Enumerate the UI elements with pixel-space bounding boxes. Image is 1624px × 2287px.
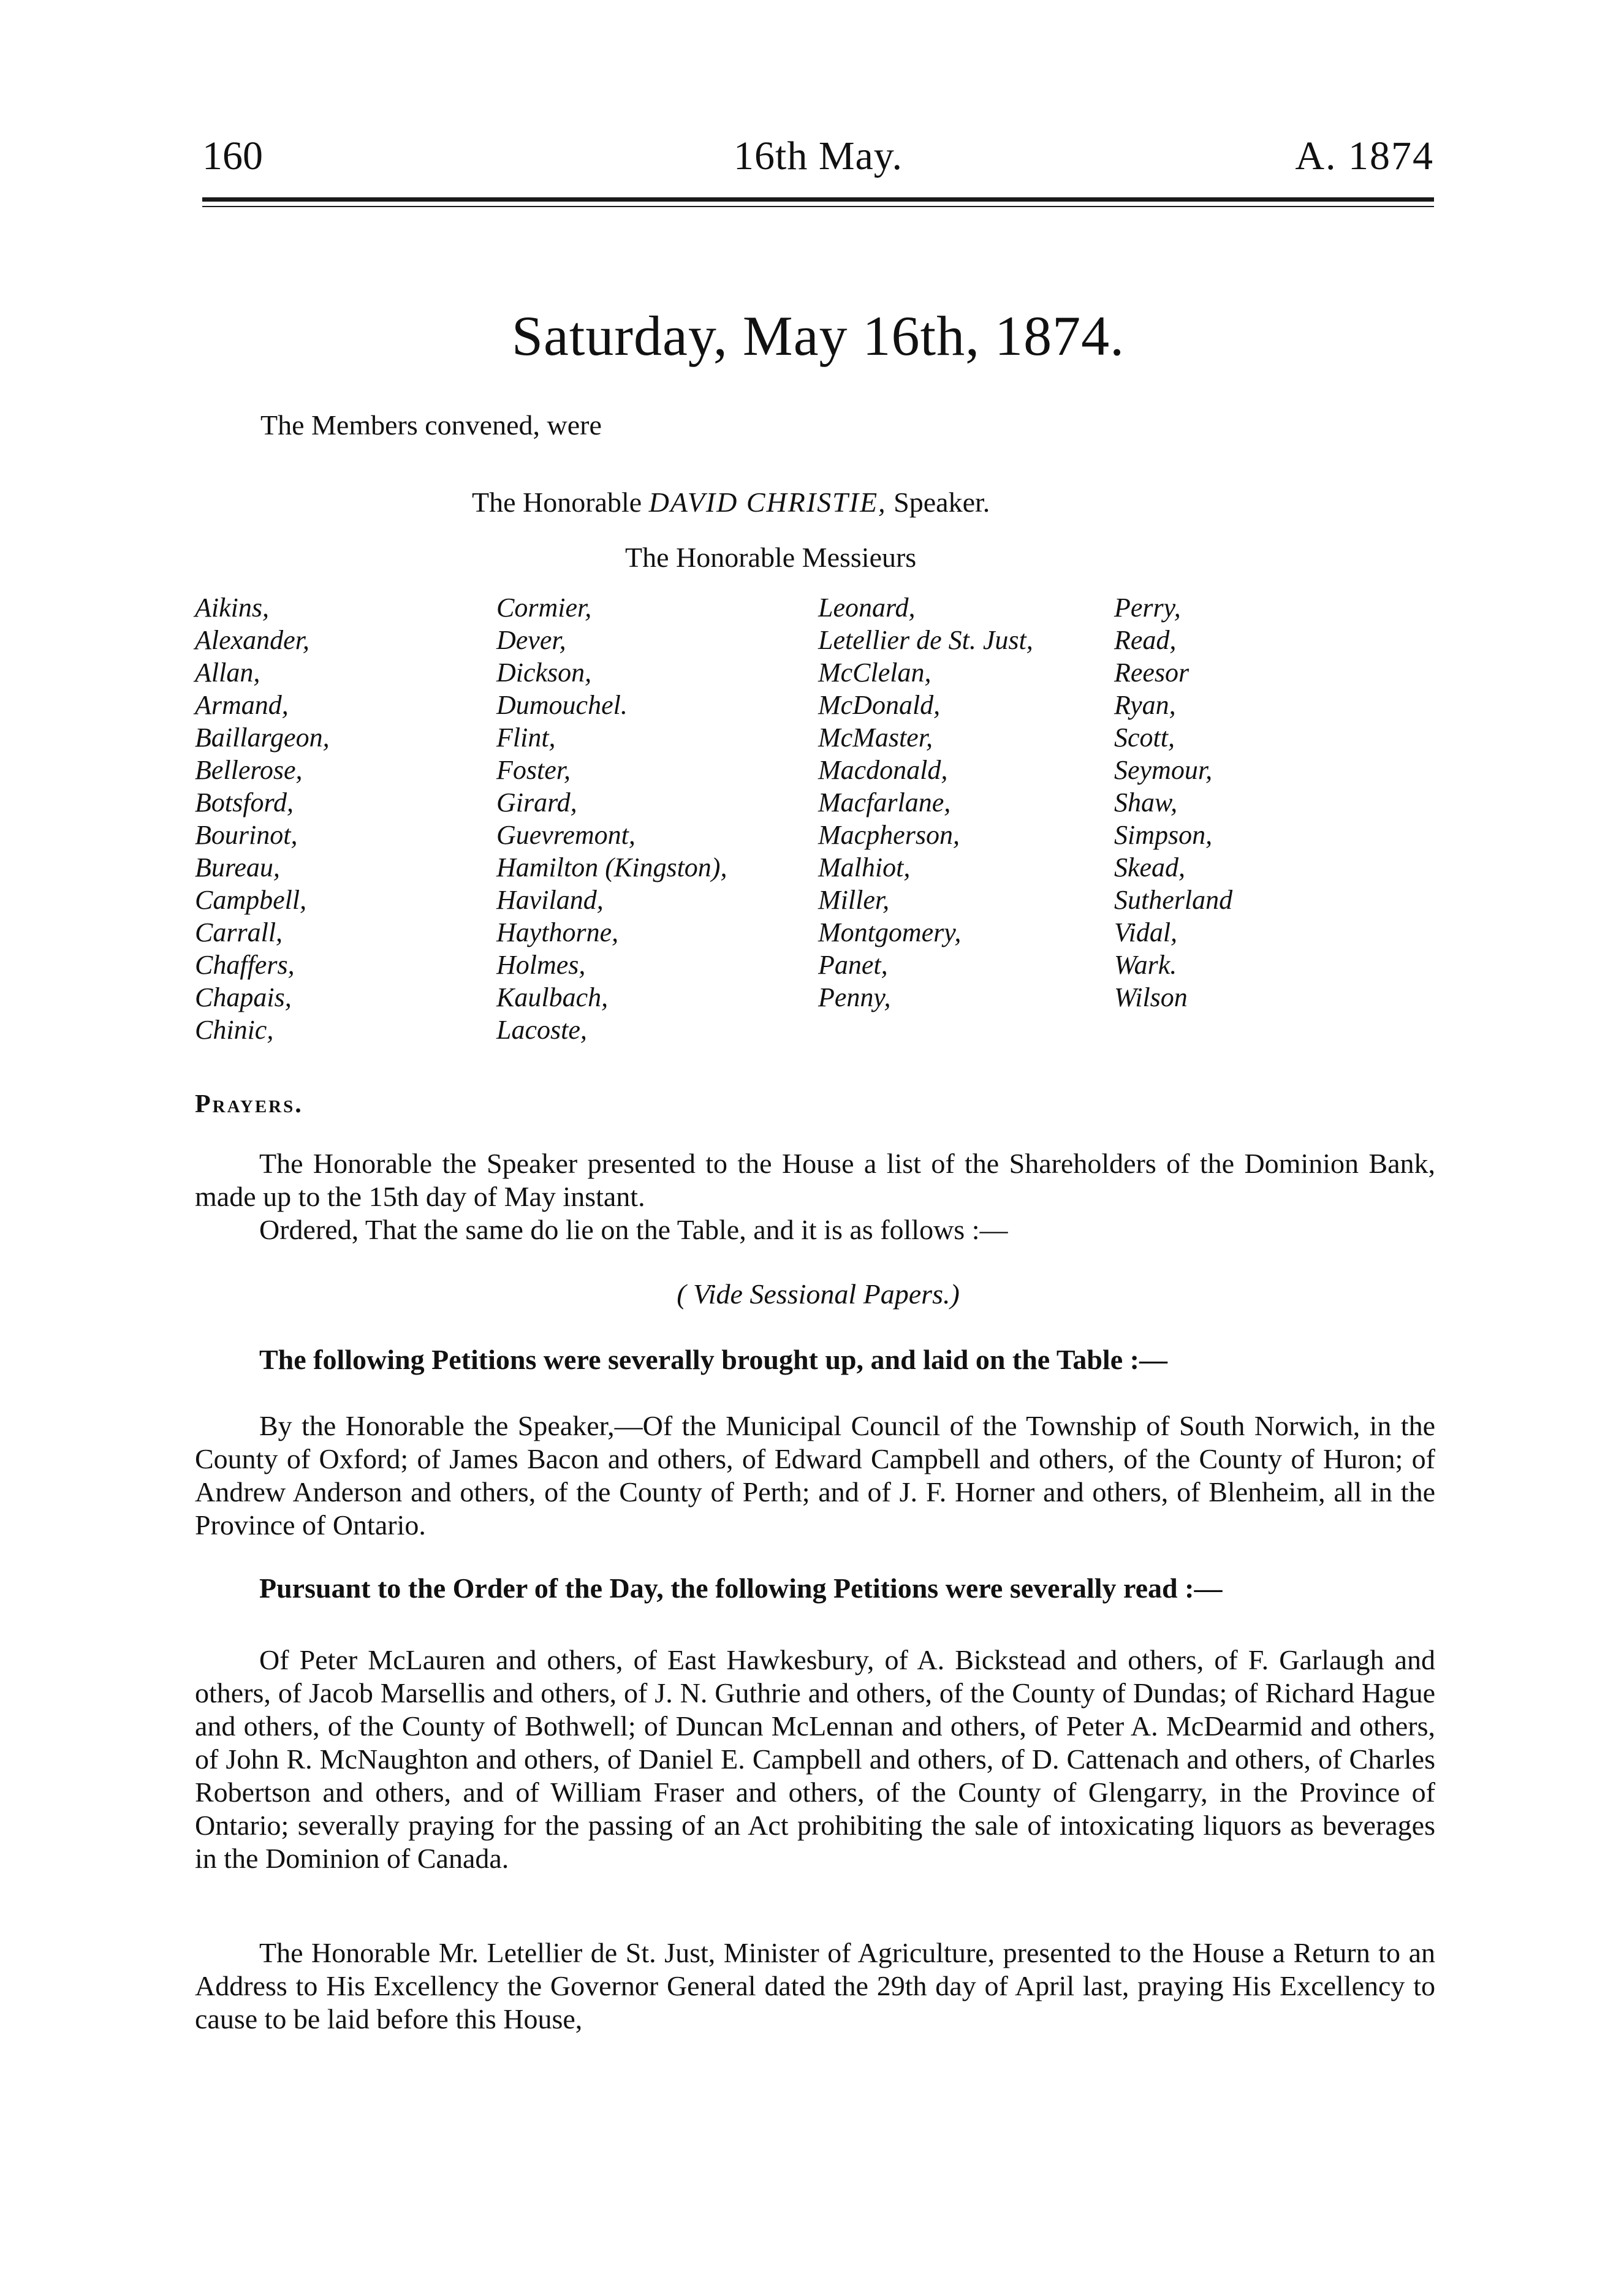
speaker-line [472, 484, 990, 521]
running-head [202, 129, 1434, 184]
names-column-3 [818, 591, 1033, 1014]
member-name: McClelan, [818, 658, 932, 688]
paragraph-petitions-brought-up: The following Petitions were severally brought up, and laid on the Table :— [259, 1344, 1167, 1375]
member-name: Flint, [496, 723, 556, 753]
paragraph-speaker-petitions: By the Honorable the Speaker,—Of the Municipal Council of the Township of South Norwich, in the County of Oxford; of James Bacon and others, of Edward Campbell and others, of the County of Huron; of Andrew Anderson and others, of the County of Perth; and of J. F. Horner and others, of Blenheim, all in the Province of Ontario. [195, 1410, 1435, 1541]
member-name: Scott, [1114, 723, 1175, 753]
member-name: Miller, [818, 885, 890, 915]
member-name: Vidal, [1114, 917, 1178, 947]
member-name: Seymour, [1114, 755, 1213, 785]
member-name: Wilson [1114, 982, 1188, 1012]
member-name: Armand, [195, 690, 289, 720]
member-name: Foster, [496, 755, 571, 785]
member-name: Botsford, [195, 787, 294, 817]
prayers-heading: Prayers. [195, 1090, 303, 1118]
member-name: Letellier de St. Just, [818, 625, 1033, 655]
member-name: Allan, [195, 658, 260, 688]
member-name: Macfarlane, [818, 787, 951, 817]
member-name: Malhiot, [818, 852, 911, 882]
member-name: Perry, [1114, 593, 1181, 623]
paragraph-ordered: Ordered, That the same do lie on the Table, and it is as follows :— [259, 1214, 1008, 1245]
member-name: Ryan, [1114, 690, 1176, 720]
member-name: Dumouchel. [496, 690, 628, 720]
member-name: Chaffers, [195, 950, 295, 980]
speaker-name: DAVID CHRISTIE, [648, 487, 887, 518]
member-name: Aikins, [195, 593, 269, 623]
names-column-4 [1114, 591, 1232, 1014]
member-name: Penny, [818, 982, 891, 1012]
page-title: Saturday, May 16th, 1874. [511, 305, 1125, 367]
running-year: A. 1874 [1295, 134, 1434, 178]
speaker-suffix: Speaker. [894, 487, 990, 518]
names-column-2 [496, 591, 727, 1046]
speaker-prefix: The Honorable [472, 487, 642, 518]
header-rule-thick [202, 197, 1434, 202]
member-name: Panet, [818, 950, 888, 980]
member-name: Skead, [1114, 852, 1186, 882]
member-name: Girard, [496, 787, 577, 817]
paragraph-order-of-day: Pursuant to the Order of the Day, the following Petitions were severally read :— [259, 1572, 1223, 1604]
member-name: Macdonald, [818, 755, 948, 785]
member-name: Carrall, [195, 917, 283, 947]
member-name: Shaw, [1114, 787, 1178, 817]
member-name: Kaulbach, [496, 982, 609, 1012]
page-number: 160 [202, 134, 263, 178]
messieurs-line: The Honorable Messieurs [625, 542, 917, 573]
header-rule-thin [202, 206, 1434, 207]
vide-sessional-papers: ( Vide Sessional Papers.) [677, 1278, 960, 1310]
member-name: Bureau, [195, 852, 280, 882]
member-name: Holmes, [496, 950, 586, 980]
member-name: Dickson, [496, 658, 592, 688]
member-name: Macpherson, [818, 820, 960, 850]
member-name: Campbell, [195, 885, 307, 915]
member-name: Lacoste, [496, 1015, 587, 1045]
members-convened: The Members convened, were [260, 409, 602, 441]
member-name: Chinic, [195, 1015, 274, 1045]
member-name: Reesor [1114, 658, 1190, 688]
member-name: Bourinot, [195, 820, 298, 850]
member-name: Read, [1114, 625, 1177, 655]
member-name: McDonald, [818, 690, 941, 720]
member-name: Guevremont, [496, 820, 636, 850]
member-name: Sutherland [1114, 885, 1233, 915]
member-name: Cormier, [496, 593, 592, 623]
member-name: Montgomery, [818, 917, 962, 947]
member-name: Haviland, [496, 885, 604, 915]
member-name: Hamilton (Kingston), [496, 852, 727, 882]
paragraph-shareholders-list: The Honorable the Speaker presented to the House a list of the Shareholders of the Dominion Bank, made up to the 15th day of May instant. [195, 1148, 1435, 1212]
names-column-1 [195, 591, 330, 1046]
running-date: 16th May. [733, 134, 903, 178]
paragraph-petitions-read: Of Peter McLauren and others, of East Hawkesbury, of A. Bickstead and others, of F. Garlaugh and others, of Jacob Marsellis and others, of J. N. Guthrie and others, of the County of Dundas; of Richard Hague and others, of the County of Bothwell; of Duncan McLennan and others, of Peter A. McDearmid and others, of John R. McNaughton and others, of Daniel E. Campbell and others, of D. Cattenach and others, of Charles Robertson and others, and of William Fraser and others, of the County of Glengarry, in the Province of Ontario; severally praying for the passing of an Act prohibiting the sale of intoxicating liquors as beverages in the Dominion of Canada. [195, 1644, 1435, 1874]
member-name: Baillargeon, [195, 723, 330, 753]
member-name: Wark. [1114, 950, 1177, 980]
member-name: Haythorne, [496, 917, 619, 947]
paragraph-return-address: The Honorable Mr. Letellier de St. Just, Minister of Agriculture, presented to the House a Return to an Address to His Excellency the Governor General dated the 29th day of April last, praying His Excellency to cause to be laid before this House, [195, 1937, 1435, 2035]
member-name: Leonard, [818, 593, 916, 623]
member-name: Bellerose, [195, 755, 303, 785]
member-name: Dever, [496, 625, 566, 655]
member-name: Alexander, [195, 625, 309, 655]
member-name: Chapais, [195, 982, 292, 1012]
member-name: Simpson, [1114, 820, 1213, 850]
member-name: McMaster, [818, 723, 933, 753]
